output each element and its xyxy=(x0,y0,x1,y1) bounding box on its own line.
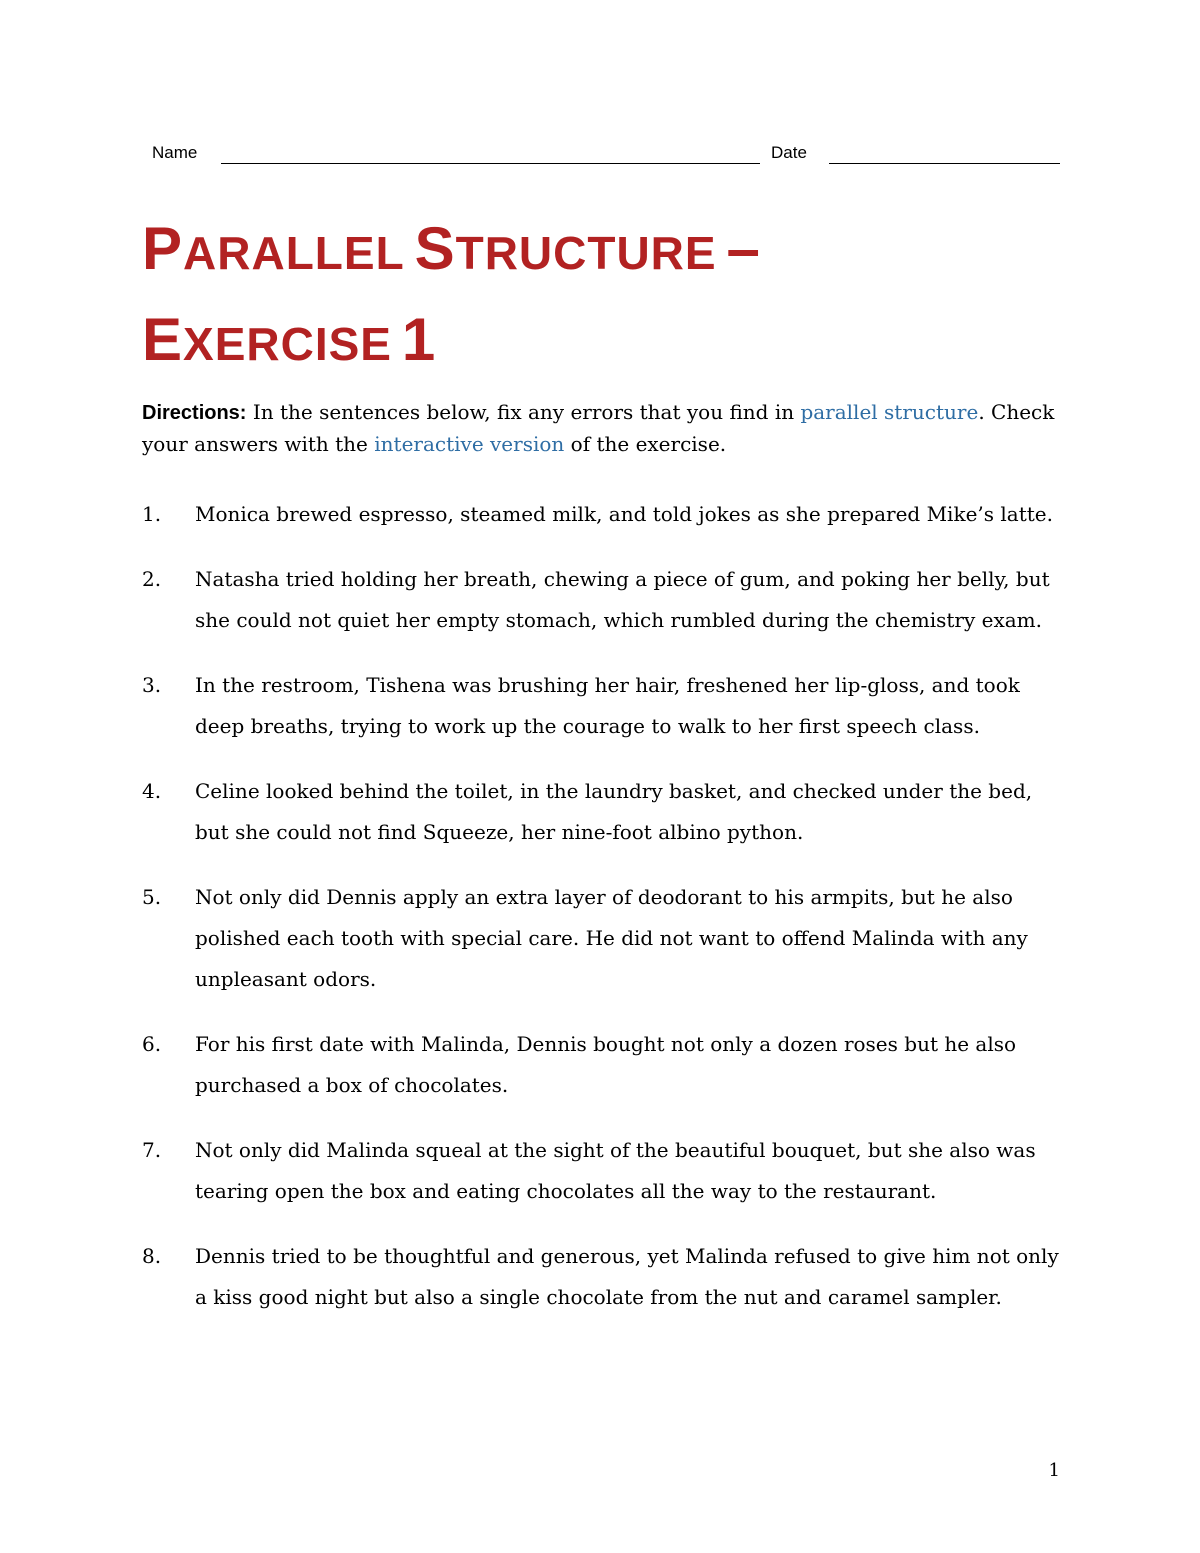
name-date-header xyxy=(152,141,1060,167)
exercise-number: 7. xyxy=(142,1138,162,1162)
exercise-number: 8. xyxy=(142,1244,162,1268)
exercise-item xyxy=(142,1130,1062,1212)
exercise-sentence: Not only did Malinda squeal at the sight of the beautiful bouquet, but she also was tearing open the box and eating chocolates all the way to the restaurant. xyxy=(195,1138,1036,1203)
name-blank-line xyxy=(221,163,760,164)
exercise-sentence: Celine looked behind the toilet, in the laundry basket, and checked under the bed, but she could not find Squeeze, her nine-foot albino python. xyxy=(195,779,1033,844)
exercise-number: 5. xyxy=(142,885,162,909)
title-line-2 xyxy=(142,299,1102,390)
exercise-number: 4. xyxy=(142,779,162,803)
date-blank-line xyxy=(829,163,1060,164)
title-number: 1 xyxy=(401,306,437,373)
exercise-sentence: Not only did Dennis apply an extra layer of deodorant to his armpits, but he also polished each tooth with special care. He did not want to offend Malinda with any unpleasant odors. xyxy=(195,885,1028,991)
exercise-item xyxy=(142,665,1062,747)
directions-text: In the sentences below, fix any errors that you find in xyxy=(246,400,801,424)
page-title xyxy=(142,208,1102,390)
exercise-sentence: Dennis tried to be thoughtful and generous, yet Malinda refused to give him not only a kiss good night but also a single chocolate from the nut and caramel sampler. xyxy=(195,1244,1059,1309)
page-number: 1 xyxy=(1048,1460,1060,1481)
exercise-sentence: For his first date with Malinda, Dennis bought not only a dozen roses but he also purchased a box of chocolates. xyxy=(195,1032,1017,1097)
parallel-structure-link[interactable]: parallel structure xyxy=(800,400,979,424)
exercise-number: 6. xyxy=(142,1032,162,1056)
directions xyxy=(142,397,1062,460)
exercise-item xyxy=(142,877,1062,1000)
exercise-sentence: Monica brewed espresso, steamed milk, and told jokes as she prepared Mike’s latte. xyxy=(195,502,1053,526)
title-line-1 xyxy=(142,208,1102,299)
title-word: TRUCTURE xyxy=(455,227,717,279)
title-cap: P xyxy=(142,215,184,282)
exercise-item xyxy=(142,771,1062,853)
exercise-item xyxy=(142,1024,1062,1106)
interactive-version-link[interactable]: interactive version xyxy=(374,432,565,456)
directions-text: . Check your answers with the xyxy=(142,400,1055,456)
exercise-item xyxy=(142,494,1062,535)
title-cap: E xyxy=(142,306,184,373)
exercise-item xyxy=(142,1236,1062,1318)
exercise-number: 3. xyxy=(142,673,162,697)
exercise-sentence: In the restroom, Tishena was brushing her hair, freshened her lip-gloss, and took deep breaths, trying to work up the courage to walk to her first speech class. xyxy=(195,673,1020,738)
exercise-number: 1. xyxy=(142,502,162,526)
directions-label: Directions: xyxy=(142,402,247,424)
title-word: XERCISE xyxy=(183,318,392,370)
exercise-sentence: Natasha tried holding her breath, chewing a piece of gum, and poking her belly, but she could not quiet her empty stomach, which rumbled during the chemistry exam. xyxy=(195,567,1050,632)
name-label: Name xyxy=(152,143,198,162)
exercise-item xyxy=(142,559,1062,641)
exercise-list xyxy=(142,494,1062,1342)
title-dash: – xyxy=(726,215,761,282)
directions-text: of the exercise. xyxy=(564,432,727,456)
title-cap: S xyxy=(414,215,456,282)
title-word: ARALLEL xyxy=(183,227,405,279)
exercise-number: 2. xyxy=(142,567,162,591)
date-label: Date xyxy=(771,143,807,162)
